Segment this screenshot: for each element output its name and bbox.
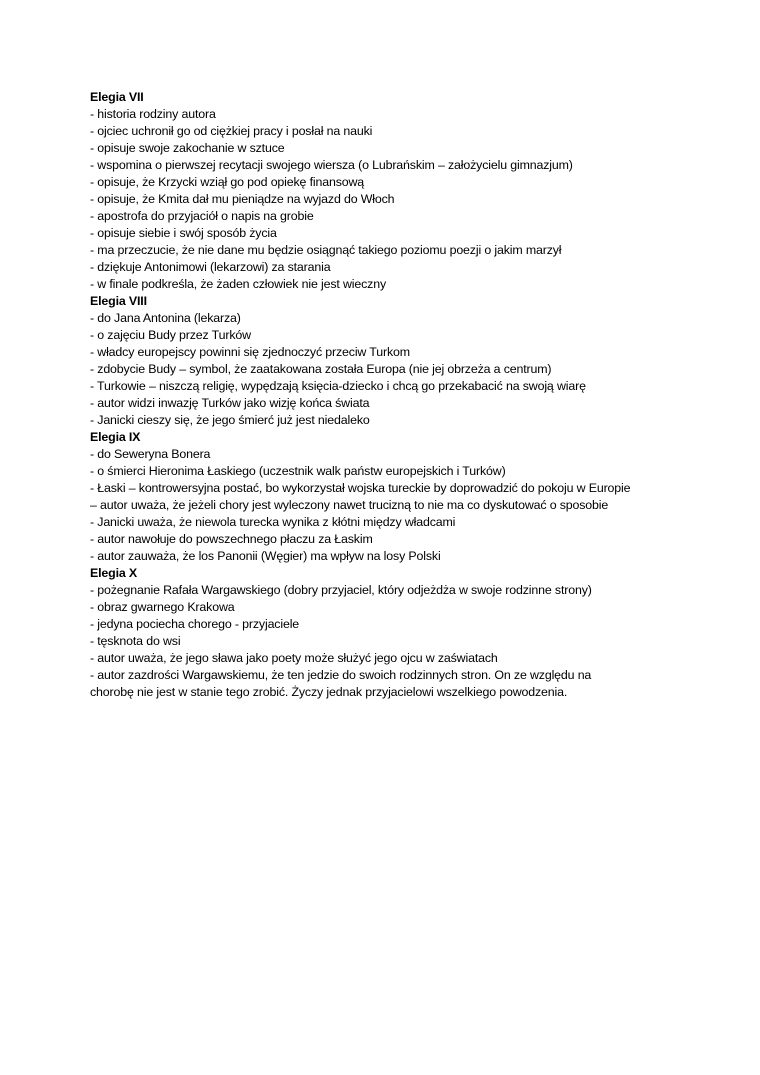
bullet-line: - historia rodziny autora xyxy=(90,107,216,121)
bullet-line: - autor zazdrości Wargawskiemu, że ten jedzie do swoich rodzinnych stron. On ze względu na xyxy=(90,668,592,682)
section-heading: Elegia VII xyxy=(90,90,144,104)
bullet-line: - jedyna pociecha chorego - przyjaciele xyxy=(90,617,300,631)
bullet-line: - pożegnanie Rafała Wargawskiego (dobry przyjaciel, który odjeżdża w swoje rodzinne strony) xyxy=(90,583,592,597)
bullet-line: - opisuje swoje zakochanie w sztuce xyxy=(90,141,285,155)
bullet-line: - władcy europejscy powinni się zjednoczyć przeciw Turkom xyxy=(90,345,410,359)
section-heading: Elegia X xyxy=(90,566,138,580)
document-page xyxy=(90,89,730,701)
bullet-line: - apostrofa do przyjaciół o napis na grobie xyxy=(90,209,314,223)
bullet-line: - do Jana Antonina (lekarza) xyxy=(90,311,241,325)
bullet-line: - autor uważa, że jego sława jako poety może służyć jego ojcu w zaświatach xyxy=(90,651,498,665)
bullet-line: - Janicki cieszy się, że jego śmierć już jest niedaleko xyxy=(90,413,370,427)
bullet-line: - dziękuje Antonimowi (lekarzowi) za starania xyxy=(90,260,331,274)
bullet-line: - zdobycie Budy – symbol, że zaatakowana została Europa (nie jej obrzeża a centrum) xyxy=(90,362,552,376)
bullet-line: - obraz gwarnego Krakowa xyxy=(90,600,235,614)
bullet-line: - opisuje, że Kmita dał mu pieniądze na wyjazd do Włoch xyxy=(90,192,395,206)
section-heading: Elegia IX xyxy=(90,430,141,444)
bullet-line: - autor widzi inwazję Turków jako wizję końca świata xyxy=(90,396,370,410)
bullet-line: - o zajęciu Budy przez Turków xyxy=(90,328,251,342)
bullet-line: - w finale podkreśla, że żaden człowiek nie jest wieczny xyxy=(90,277,386,291)
bullet-line: chorobę nie jest w stanie tego zrobić. Życzy jednak przyjacielowi wszelkiego powodzenia. xyxy=(90,685,568,699)
bullet-line: - o śmierci Hieronima Łaskiego (uczestnik walk państw europejskich i Turków) xyxy=(90,464,506,478)
bullet-line: - ma przeczucie, że nie dane mu będzie osiągnąć takiego poziomu poezji o jakim marzył xyxy=(90,243,562,257)
bullet-line: - Turkowie – niszczą religię, wypędzają księcia-dziecko i chcą go przekabacić na swoją wiarę xyxy=(90,379,586,393)
bullet-line: - Janicki uważa, że niewola turecka wynika z kłótni między władcami xyxy=(90,515,456,529)
bullet-line: - autor zauważa, że los Panonii (Węgier) ma wpływ na losy Polski xyxy=(90,549,441,563)
bullet-line: - ojciec uchronił go od ciężkiej pracy i posłał na nauki xyxy=(90,124,373,138)
bullet-line: - tęsknota do wsi xyxy=(90,634,181,648)
bullet-line: - autor nawołuje do powszechnego płaczu za Łaskim xyxy=(90,532,373,546)
section-heading: Elegia VIII xyxy=(90,294,147,308)
bullet-line: - do Seweryna Bonera xyxy=(90,447,211,461)
bullet-line: - opisuje, że Krzycki wziął go pod opiekę finansową xyxy=(90,175,365,189)
bullet-line: - opisuje siebie i swój sposób życia xyxy=(90,226,277,240)
bullet-line: – autor uważa, że jeżeli chory jest wyleczony nawet trucizną to nie ma co dyskutować o sposobie xyxy=(90,498,609,512)
bullet-line: - Łaski – kontrowersyjna postać, bo wykorzystał wojska tureckie by doprowadzić do pokoju w Europie xyxy=(90,481,631,495)
bullet-line: - wspomina o pierwszej recytacji swojego wiersza (o Lubrańskim – założycielu gimnazjum) xyxy=(90,158,573,172)
